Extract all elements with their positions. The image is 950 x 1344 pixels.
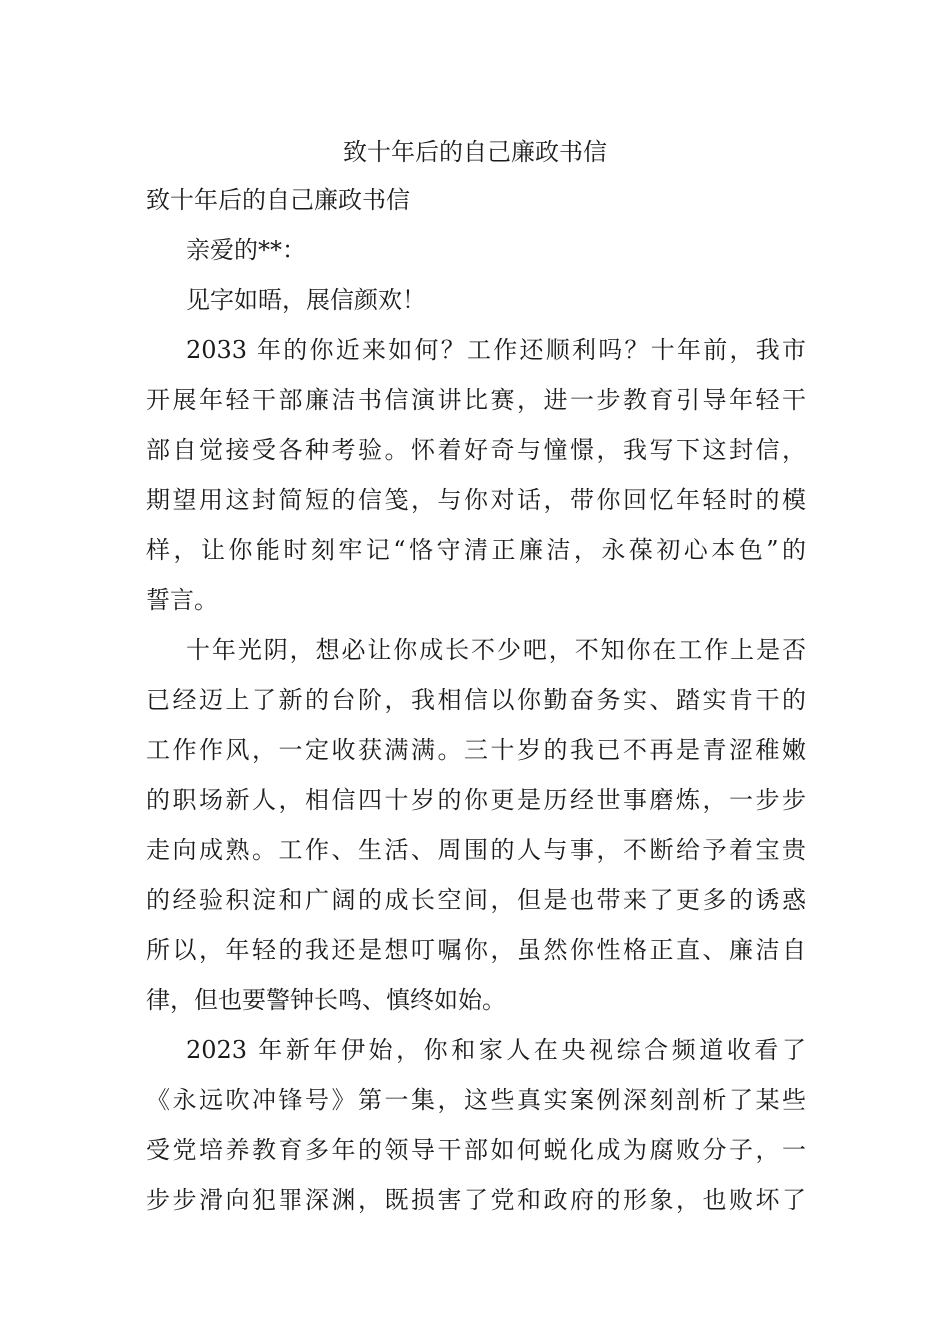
paragraph-line: 样，让你能时刻牢记“恪守清正廉洁，永葆初心本色”的 xyxy=(146,536,806,564)
greeting: 见字如晤，展信颜欢！ xyxy=(186,286,426,314)
paragraph-line: 步步滑向犯罪深渊，既损害了党和政府的形象，也败坏了 xyxy=(146,1186,806,1214)
paragraph-line: 《永远吹冲锋号》第一集，这些真实案例深刻剖析了某些 xyxy=(146,1086,806,1114)
paragraph-line: 十年光阴，想必让你成长不少吧，不知你在工作上是否 xyxy=(186,636,806,664)
paragraph-line: 的经验积淀和广阔的成长空间，但是也带来了更多的诱惑 xyxy=(146,886,806,914)
paragraph-line: 所以，年轻的我还是想叮嘱你，虽然你性格正直、廉洁自 xyxy=(146,936,806,964)
paragraph-line: 受党培养教育多年的领导干部如何蜕化成为腐败分子，一 xyxy=(146,1136,806,1164)
paragraph-line: 2033 年的你近来如何？工作还顺利吗？十年前，我市 xyxy=(186,336,806,364)
paragraph-line: 部自觉接受各种考验。怀着好奇与憧憬，我写下这封信， xyxy=(146,436,806,464)
paragraph-line: 期望用这封简短的信笺，与你对话，带你回忆年轻时的模 xyxy=(146,486,806,514)
document-title: 致十年后的自己廉政书信 xyxy=(343,138,607,166)
paragraph-line: 工作作风，一定收获满满。三十岁的我已不再是青涩稚嫩 xyxy=(146,736,806,764)
paragraph-line: 开展年轻干部廉洁书信演讲比赛，进一步教育引导年轻干 xyxy=(146,386,806,414)
paragraph-line: 2023 年新年伊始，你和家人在央视综合频道收看了 xyxy=(186,1036,806,1064)
paragraph-line: 誓言。 xyxy=(146,586,218,614)
salutation: 亲爱的**： xyxy=(186,236,306,264)
paragraph-line: 的职场新人，相信四十岁的你更是历经世事磨炼，一步步 xyxy=(146,786,806,814)
paragraph-line: 已经迈上了新的台阶，我相信以你勤奋务实、踏实肯干的 xyxy=(146,686,806,714)
paragraph-line: 律，但也要警钟长鸣、慎终如始。 xyxy=(146,986,506,1014)
document-heading: 致十年后的自己廉政书信 xyxy=(146,186,410,214)
paragraph-line: 走向成熟。工作、生活、周围的人与事，不断给予着宝贵 xyxy=(146,836,806,864)
